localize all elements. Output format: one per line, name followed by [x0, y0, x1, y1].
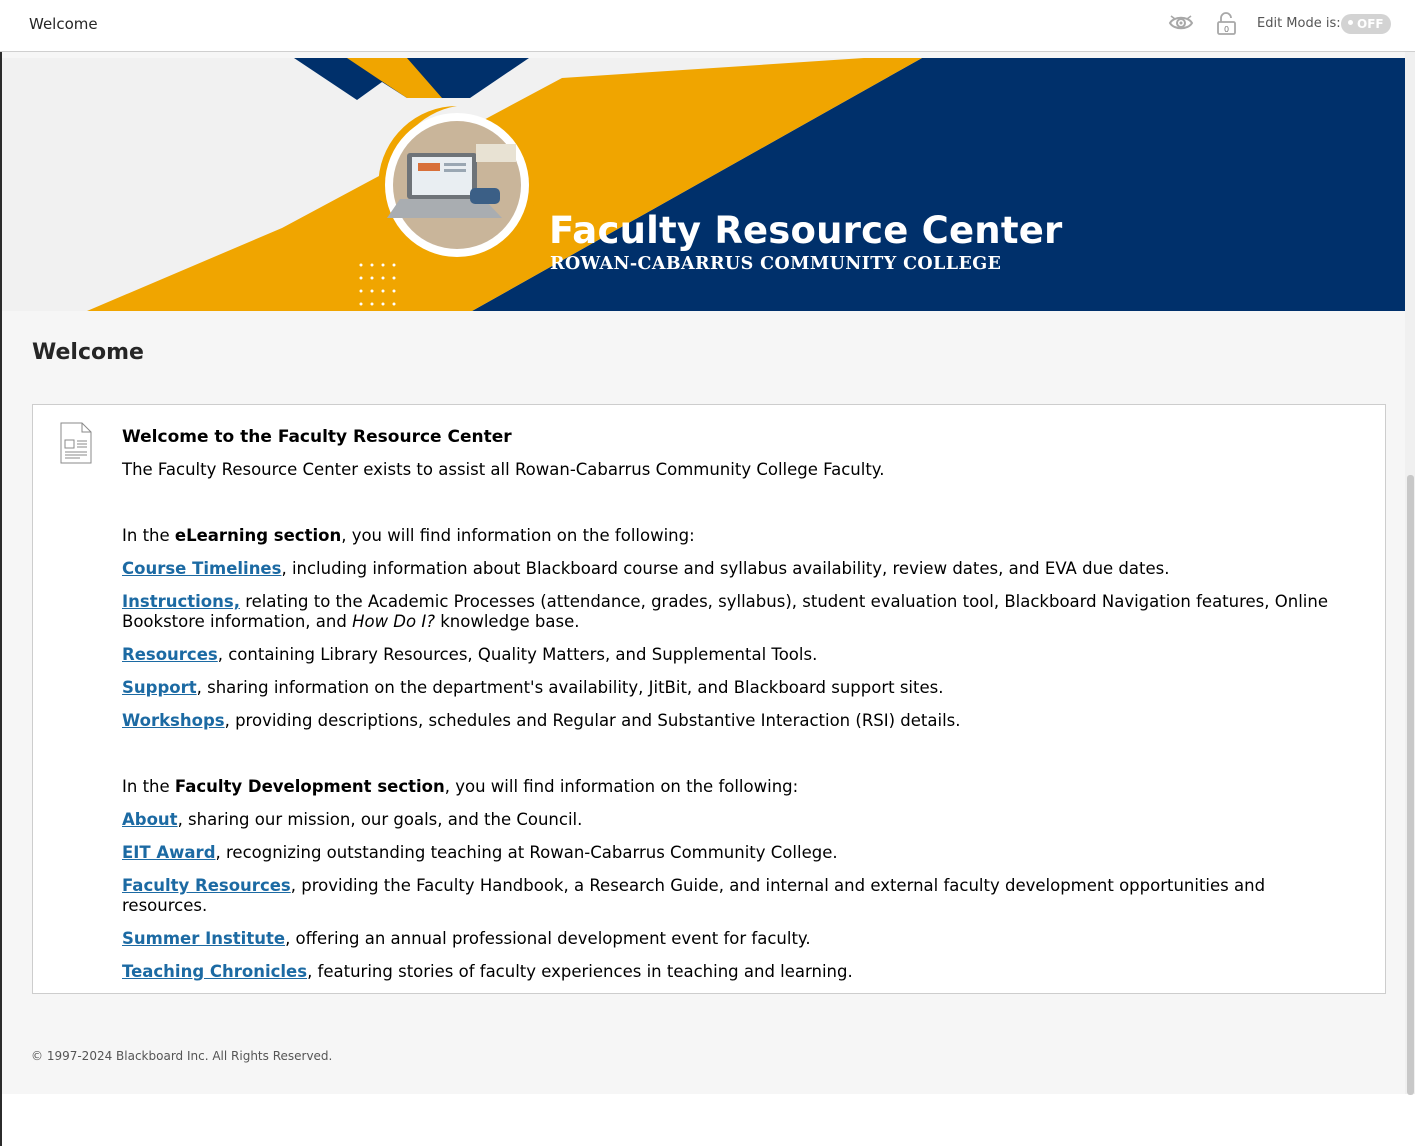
- link-teaching-chronicles[interactable]: Teaching Chronicles: [122, 962, 308, 981]
- toggle-knob: [1348, 20, 1353, 25]
- banner: [2, 58, 1415, 311]
- item-intro: The Faculty Resource Center exists to assist all Rowan-Cabarrus Community College Faculty.: [122, 460, 885, 479]
- eye-preview-icon[interactable]: [1168, 12, 1194, 34]
- link-instructions[interactable]: Instructions,: [122, 592, 240, 611]
- list-item: Support, sharing information on the department's availability, JitBit, and Blackboard support sites.: [122, 678, 944, 697]
- list-item: Instructions, relating to the Academic Processes (attendance, grades, syllabus), student evaluation tool, Blackboard Navigation features, Online Bookstore information, and How Do I? knowledge base.: [122, 592, 1328, 631]
- page-title: Welcome: [29, 15, 98, 33]
- list-item: Teaching Chronicles, featuring stories of faculty experiences in teaching and learning.: [122, 962, 853, 981]
- list-item: Workshops, providing descriptions, schedules and Regular and Substantive Interaction (RSI) details.: [122, 711, 961, 730]
- list-item: Summer Institute, offering an annual professional development event for faculty.: [122, 929, 811, 948]
- lock-badge: 0: [1223, 25, 1230, 34]
- edit-mode-toggle[interactable]: [1341, 14, 1391, 34]
- banner-subtitle: ROWAN-CABARRUS COMMUNITY COLLEGE: [550, 254, 1002, 274]
- list-item: About, sharing our mission, our goals, and the Council.: [122, 810, 583, 829]
- link-course-timelines[interactable]: Course Timelines: [122, 559, 282, 578]
- edit-mode-label: Edit Mode is:: [1257, 16, 1341, 31]
- footer-copyright: © 1997-2024 Blackboard Inc. All Rights Reserved.: [31, 1049, 333, 1063]
- scrollbar-thumb[interactable]: [1407, 475, 1414, 1095]
- item-body: [122, 427, 1352, 995]
- content-item: [32, 404, 1386, 994]
- link-about[interactable]: About: [122, 810, 178, 829]
- link-support[interactable]: Support: [122, 678, 197, 697]
- link-workshops[interactable]: Workshops: [122, 711, 225, 730]
- link-faculty-resources[interactable]: Faculty Resources: [122, 876, 291, 895]
- spacer: [122, 493, 1352, 513]
- top-bar: [0, 0, 1415, 52]
- link-resources[interactable]: Resources: [122, 645, 218, 664]
- list-item: Resources, containing Library Resources, Quality Matters, and Supplemental Tools.: [122, 645, 818, 664]
- faculty-dev-heading: In the Faculty Development section, you will find information on the following:: [122, 777, 799, 796]
- banner-title: Faculty Resource Center: [549, 209, 1063, 252]
- item-title: Welcome to the Faculty Resource Center: [122, 427, 512, 447]
- list-item: EIT Award, recognizing outstanding teaching at Rowan-Cabarrus Community College.: [122, 843, 838, 862]
- link-eit-award[interactable]: EIT Award: [122, 843, 216, 862]
- content-area: [2, 52, 1415, 1094]
- list-item: Course Timelines, including information about Blackboard course and syllabus availability, review dates, and EVA due dates.: [122, 559, 1170, 578]
- list-item: Faculty Resources, providing the Faculty Handbook, a Research Guide, and internal and external faculty development opportunities and resources.: [122, 876, 1266, 915]
- document-icon: [60, 422, 92, 464]
- link-summer-institute[interactable]: Summer Institute: [122, 929, 286, 948]
- elearning-heading: In the eLearning section, you will find information on the following:: [122, 526, 695, 545]
- lock-icon[interactable]: [1216, 12, 1238, 36]
- spacer: [122, 744, 1352, 764]
- content-heading: Welcome: [32, 340, 144, 365]
- edit-mode-state: OFF: [1357, 17, 1384, 31]
